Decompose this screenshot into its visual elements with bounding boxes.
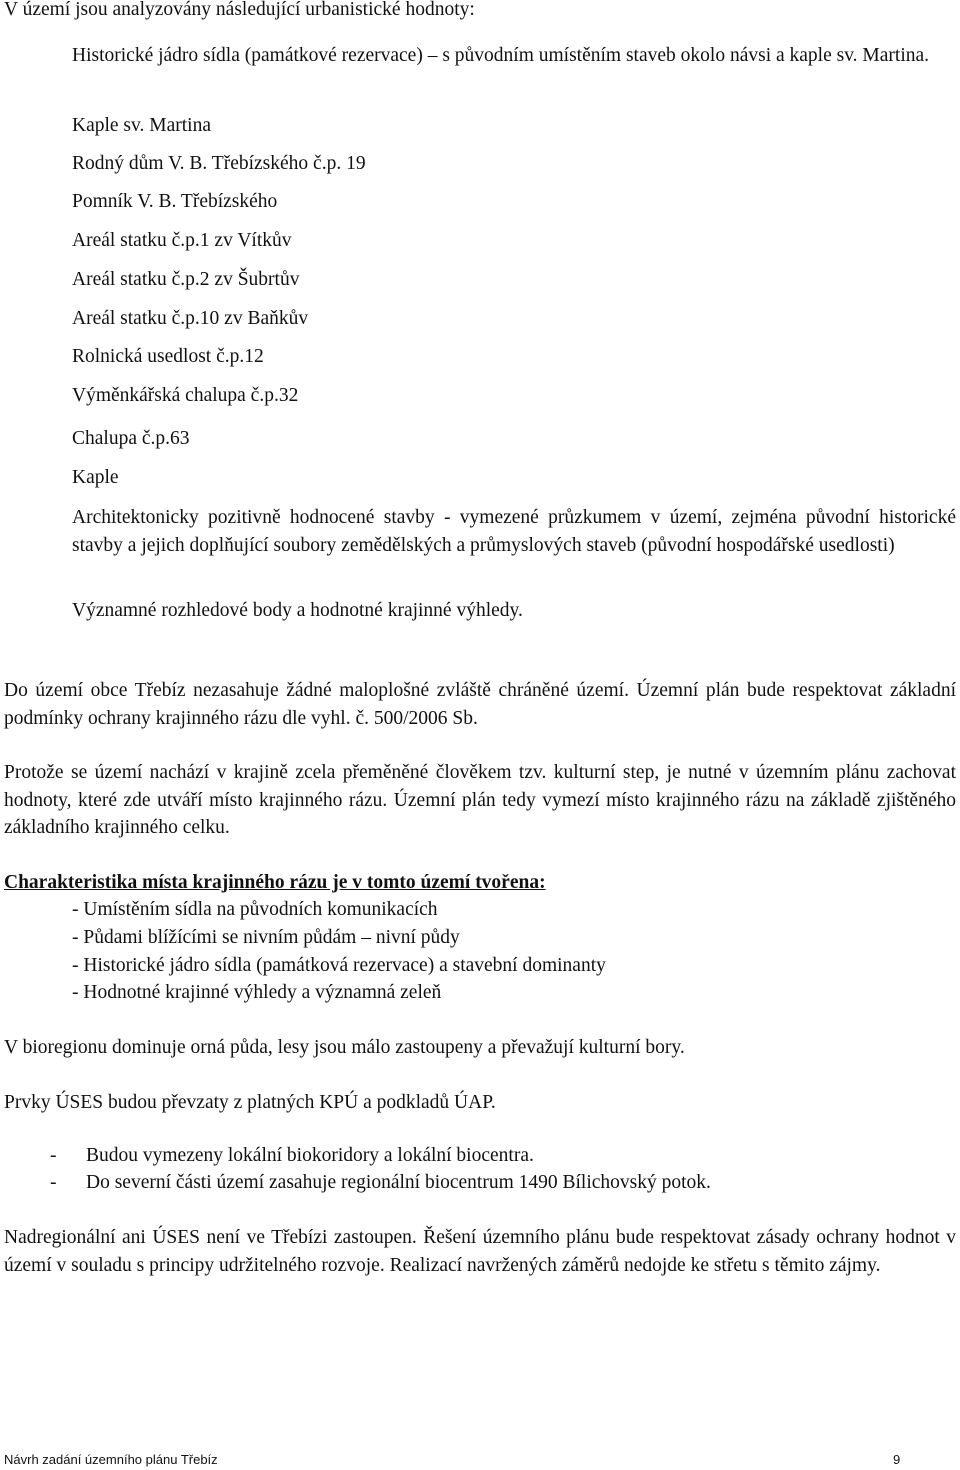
protected-area-paragraph: Do území obce Třebíz nezasahuje žádné maloplošné zvláště chráněné území. Územní plán bude respektovat základní podmínky ochrany krajinného rázu dle vyhl. č. 500/2006 Sb. [4,680,956,729]
uses-item-dash: - [50,1172,57,1193]
characteristic-item: - Historické jádro sídla (památková rezervace) a stavební dominanty [72,955,606,976]
characteristic-item: - Půdami blížícími se nivním půdám – nivní půdy [72,927,460,948]
uses-intro: Prvky ÚSES budou převzaty z platných KPÚ a podkladů ÚAP. [4,1092,496,1113]
architecture-paragraph: Architektonicky pozitivně hodnocené stavby - vymezené průzkumem v území, zejména původní historické stavby a jejich doplňující soubory zemědělských a průmyslových staveb (původní hospodářské usedlosti) [72,507,956,556]
landscape-paragraph: Protože se území nachází v krajině zcela přeměněné člověkem tzv. kulturní step, je nutné v územním plánu zachovat hodnoty, které zde utváří místo krajinného rázu. Územní plán tedy vymezí místo krajinného rázu na základě zjištěného základního krajinného celku. [4,762,956,838]
value-item: Kaple [72,467,119,488]
uses-closing-paragraph: Nadregionální ani ÚSES není ve Třebízi zastoupen. Řešení územního plánu bude respektovat zásady ochrany hodnot v území v souladu s principy udržitelného rozvoje. Realizací navržených záměrů nedojde ke střetu s těmito zájmy. [4,1227,956,1276]
value-item: Výměnkářská chalupa č.p.32 [72,385,299,406]
value-item: Rolnická usedlost č.p.12 [72,346,264,367]
value-item: Pomník V. B. Třebízského [72,191,278,212]
footer-title: Návrh zadání územního plánu Třebíz [4,1452,218,1467]
uses-item-text: Budou vymezeny lokální biokoridory a lokální biocentra. [86,1145,534,1166]
uses-item-text: Do severní části území zasahuje regionální biocentrum 1490 Bílichovský potok. [86,1172,711,1193]
characteristic-item: - Umístěním sídla na původních komunikacích [72,899,438,920]
bioregion-paragraph: V bioregionu dominuje orná půda, lesy jsou málo zastoupeny a převažují kulturní bory. [4,1037,685,1058]
characteristics-heading: Charakteristika místa krajinného rázu je v tomto území tvořena: [4,872,546,893]
value-item: Rodný dům V. B. Třebízského č.p. 19 [72,153,366,174]
footer-page-number: 9 [893,1452,901,1467]
value-item: Areál statku č.p.1 zv Vítkův [72,230,292,251]
value-item: Areál statku č.p.10 zv Baňkův [72,308,309,329]
views-line: Významné rozhledové body a hodnotné krajinné výhledy. [72,600,523,621]
value-item: Areál statku č.p.2 zv Šubrtův [72,269,300,290]
values-intro: Historické jádro sídla (památkové rezervace) – s původním umístěním staveb okolo návsi a kaple sv. Martina. [72,45,930,66]
section-heading: V území jsou analyzovány následující urbanistické hodnoty: [4,0,475,20]
uses-item-dash: - [50,1145,57,1166]
value-item: Kaple sv. Martina [72,115,211,136]
characteristic-item: - Hodnotné krajinné výhledy a významná zeleň [72,982,442,1003]
value-item: Chalupa č.p.63 [72,428,190,449]
